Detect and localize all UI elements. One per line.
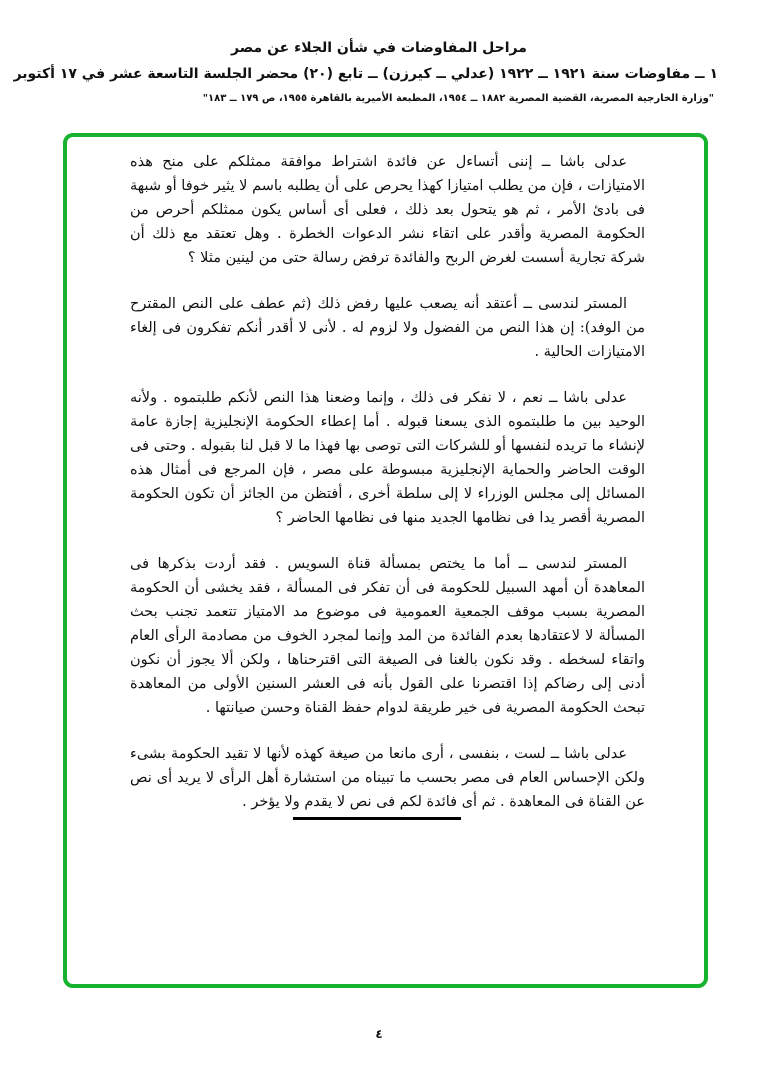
source-citation: "وزارة الخارجية المصرية، القضية المصرية ١٨٨٢ ــ ١٩٥٤، المطبعة الأميرية بالقاهرة ١٩٥٥، ص ١٧٩ ــ ١٨٣": [202, 93, 714, 104]
document-title: مراحل المفاوضات في شأن الجلاء عن مصر: [231, 40, 527, 56]
transcript-body: [130, 150, 645, 836]
transcript-paragraph: المستر لندسى ــ أعتقد أنه يصعب عليها رفض ذلك (ثم عطف على النص المقترح من الوفد): إن هذا النص من الفضول ولا لزوم له . لأنى لا أقدر أنكم تفكرون فى إلغاء الامتيازات الحالية .: [130, 296, 645, 360]
transcript-paragraph: عدلى باشا ــ إننى أتساءل عن فائدة اشتراط موافقة ممثلكم على منح هذه الامتيازات ، فإن من يطلب امتيازا كهذا يحرص على أن يطلبه باسم لا يثير خوفا أو شبهة فى بادئ الأمر ، ثم هو يتحول بعد ذلك ، فعلى أى أساس يكون ممثلكم أحرص من الحكومة المصرية وأقدر على اتقاء نشر الدعوات الخطرة . وهل تعتقد مع ذلك أن شركة تجارية أسست لغرض الربح والفائدة ترفض رسالة حتى من لينين مثلا ؟: [130, 154, 645, 266]
page-number: ٤: [375, 1027, 383, 1041]
document-subtitle: ١ ــ مفاوضات سنة ١٩٢١ ــ ١٩٢٢ (عدلي ــ كيرزن) ــ تابع (٢٠) محضر الجلسة التاسعة عشر في ١٧ أكتوبر: [13, 66, 718, 82]
transcript-paragraph: عدلى باشا ــ لست ، بنفسى ، أرى مانعا من صيغة كهذه لأنها لا تقيد الحكومة بشىء ولكن الإحساس العام فى مصر بحسب ما تبيناه من استشارة أهل الرأى لا يريد أى نص عن القناة فى المعاهدة . ثم أى فائدة لكم فى نص لا يقدم ولا يؤخر .: [130, 746, 645, 810]
section-divider: [293, 817, 461, 820]
transcript-paragraph: عدلى باشا ــ نعم ، لا نفكر فى ذلك ، وإنما وضعنا هذا النص لأنكم طلبتموه . ولأنه الوحيد بين ما طلبتموه الذى يسعنا قبوله . أما إعطاء الحكومة الإنجليزية إجازة عامة لإنشاء ما تريده لنفسها أو للشركات التى توصى بها فهذا ما لا قبل لنا بقبوله . وحتى فى الوقت الحاضر والحماية الإنجليزية مبسوطة على مصر ، فإن المرجع فى أمثال هذه المسائل إلى مجلس الوزراء لا إلى سلطة أخرى ، أفتظن من الجائز أن تكون الحكومة المصرية أقصر يدا فى نظامها الجديد منها فى نظامها الحاضر ؟: [130, 390, 645, 526]
transcript-paragraph: المستر لندسى ــ أما ما يختص بمسألة قناة السويس . فقد أردت بذكرها فى المعاهدة أن أمهد السبيل للحكومة فى أن تفكر فى المسألة ، فقد يخشى أن الحكومة المصرية بسبب موقف الجمعية العمومية فى موضوع مد الامتياز تتعمد تجنب بحث المسألة لا لاعتقادها بعدم الفائدة من المد وإنما لمجرد الخوف من مصادمة الرأى العام واتقاء لسخطه . وقد نكون بالغنا فى الصيغة التى اقترحناها ، ولكن ألا يجوز أن نكون أدنى إلى رضاكم إذا اقتصرنا على القول بأنه فى العشر السنين الأولى من المعاهدة تبحث الحكومة المصرية فى خير طريقة لدوام حفظ القناة وحسن صيانتها .: [130, 556, 645, 716]
